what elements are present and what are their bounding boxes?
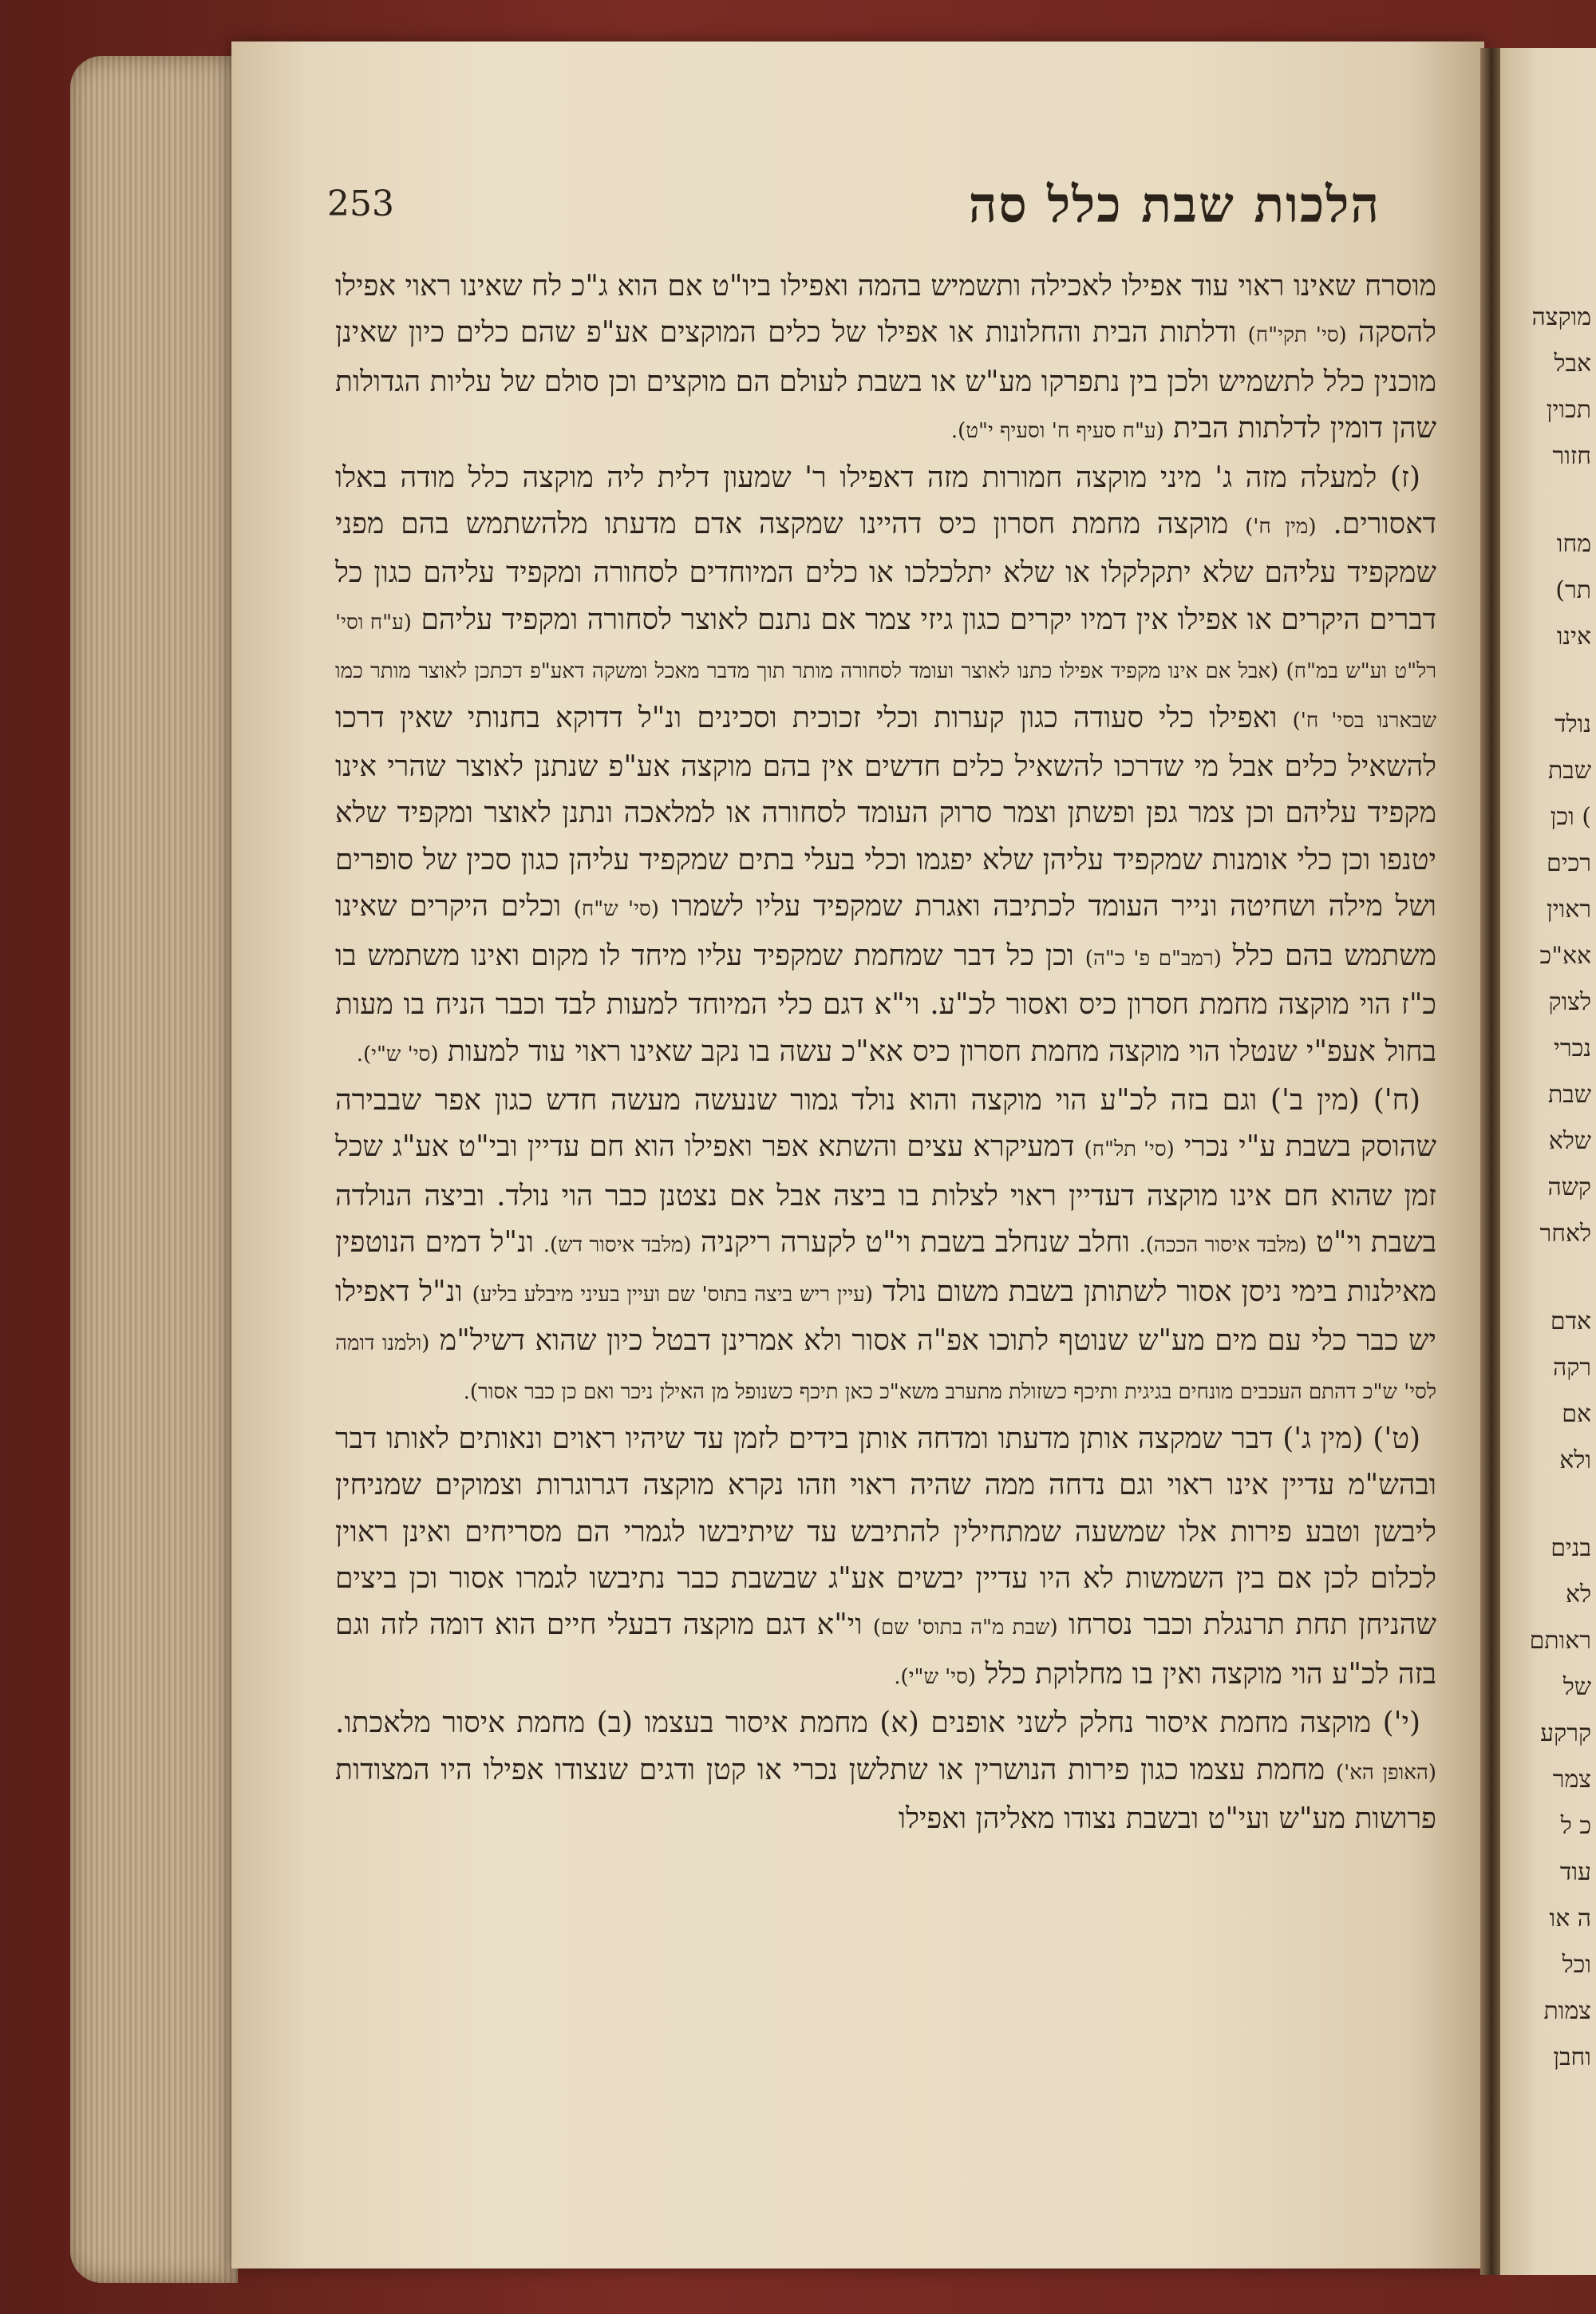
right-page-fragment: קשה: [1547, 1173, 1591, 1201]
right-page-fragment: אבל: [1554, 350, 1591, 378]
right-page-fragment: נולד: [1555, 710, 1591, 738]
right-page-fragment: תר): [1555, 576, 1591, 604]
right-page-fragment: ולא: [1559, 1446, 1591, 1474]
paragraph-5: (י') מוקצה מחמת איסור נחלק לשני אופנים (א) מחמת איסור בעצמו (ב) מחמת איסור מלאכתו. (האופן הא') מחמת עצמו כגון פירות הנושרין או שתלשן נכרי או קטן ודגים שנצודו אפילו היו המצודות פרושות מע"ש ועי"ט ובשבת נצודו מאליהן ואפילו: [335, 1707, 1436, 1835]
right-page-fragment: קרקע: [1540, 1719, 1591, 1747]
right-page-fragment: נכרי: [1553, 1034, 1591, 1062]
right-page-fragment: לצוק: [1548, 988, 1591, 1016]
paragraph-4: (ט') (מין ג') דבר שמקצה אותן מדעתו ומדחה אותן בידים לזמן עד שיהיו ראוים ונאותים לאותו דבר ובהש"מ עדיין אינו ראוי וגם נדחה ממה שהיה ראוי וזהו נקרא מוקצה דגרוגרות וצמוקים שמניחין ליבשן וטבע פירות אלו שמשעה שמתחילין להתיבש עד שיתיבשו לגמרי הם מסריחים ואינן ראוין לכלום לכן אם בין השמשות לא היו עדיין יבשים אע"ג שבשבת כבר נתיבשו לגמרו אסור וכן ביצים שהניחן תחת תרנגלת וכבר נסרחו (שבת מ"ה בתוס' שם) וי"א דגם מוקצה דבעלי חיים הוא דומה לזה וגם בזה לכ"ע הוי מוקצה ואין בו מחלוקת כלל (סי' ש"י).: [335, 1422, 1436, 1691]
right-page-fragment: ה או: [1549, 1905, 1591, 1932]
right-page-fragment: חזור: [1552, 442, 1591, 470]
right-page-fragment: תכוין: [1546, 396, 1591, 424]
paragraph-3: (ח') (מין ב') וגם בזה לכ"ע הוי מוקצה והוא נולד גמור שנעשה מעשה חדש כגון אפר שבבירה שהוסק בשבת ע"י נכרי (סי' תל"ח) דמעיקרא עצים והשתא אפר ואפילו הוא חם עדיין ובי"ט אע"ג שכל זמן שהוא חם אינו מוקצה דעדיין ראוי לצלות בו ביצה אבל אם נצטנן כבר הוי נולד. וביצה הנולדה בשבת וי"ט (מלבד איסור הככה). וחלב שנחלב בשבת וי"ט לקערה ריקניה (מלבד איסור דש). ונ"ל דמים הנוטפין מאילנות בימי ניסן אסור לשתותן בשבת משום נולד (עיין ריש ביצה בתוס' שם ועיין בעיני מיבלע בליע) ונ"ל דאפילו יש כבר כלי עם מים מע"ש שנוטף לתוכו אפ"ה אסור ולא אמרינן דבטל כיון שהוא דשיל"מ (ולמנו דומה לסי' ש"כ דהתם העכבים מונחים בגיגית ותיכף כשזולת מתערב משא"כ כאן תיכף כשנופל מן האילן ניכר ואם כן כבר אסור).: [335, 1083, 1437, 1405]
right-page-fragment: שלא: [1548, 1127, 1591, 1155]
right-page-fragment: צמר: [1552, 1766, 1591, 1794]
right-page-fragment: מחו: [1556, 530, 1591, 558]
page-header: [327, 176, 1428, 247]
page-number: 253: [327, 184, 394, 224]
right-page-fragment: אינו: [1556, 623, 1591, 651]
right-page-fragment: כ ל: [1560, 1812, 1591, 1840]
right-page-fragment: וכל: [1562, 1951, 1591, 1979]
right-page-fragment: שבת: [1548, 757, 1591, 785]
right-page-fragment: שבת: [1548, 1081, 1591, 1109]
right-page-fragment: צמות: [1543, 1997, 1591, 2025]
right-page-fragment: בנים: [1551, 1534, 1591, 1562]
page-edges: [70, 56, 238, 2283]
running-title: הלכות שבת כלל סה: [968, 176, 1381, 234]
right-page-fragment: ראותם: [1529, 1627, 1591, 1655]
right-page-fragment: עוד: [1559, 1858, 1591, 1886]
book-gutter: [1480, 48, 1503, 2275]
right-page-fragment: אדם: [1550, 1307, 1591, 1335]
right-page-fragment: לא: [1565, 1580, 1591, 1608]
right-page-fragment: מוקצה: [1531, 303, 1591, 331]
right-page-fragment: אא"כ: [1539, 942, 1591, 970]
main-text: [335, 263, 1436, 2275]
right-page-fragment: רכים: [1547, 849, 1591, 877]
right-page-fragment: אם: [1562, 1400, 1591, 1428]
right-page-fragment: רקה: [1552, 1354, 1591, 1382]
paragraph-2: (ז) למעלה מזה ג' מיני מוקצה חמורות מזה דאפילו ר' שמעון דלית ליה מוקצה כלל מודה באלו דאסורים. (מין ח') מוקצה מחמת חסרון כיס דהיינו שמקצה אדם מדעתו מלהשתמש בהם מפני שמקפיד עליהם שלא יתקלקלו או שלא יתלכלכו או כלים המיוחדים לסחורה ומקפיד עליהם כגון כל דברים היקרים או אפילו אין דמיו יקרים כגון גיזי צמר אם נתנם לאוצר לסחורה ומקפיד עליהם (ע"ח וסי' רל"ט וע"ש במ"ח) (אבל אם אינו מקפיד אפילו כתנו לאוצר ועומד לסחורה מותר תוך מדבר מאכל ומשקה דאע"פ דכתכן לאוצר מותר כמו שבארנו בסי' ח') ואפילו כלי סעודה כגון קערות וכלי זכוכית וסכינים ונ"ל דדוקא בחנותי שאין דרכו להשאיל כלים אבל מי שדרכו להשאיל כלים חדשים אין בהם מוקצה אע"פ שנתנן לאוצר שהרי אינו מקפיד עליהם וכן צמר גפן ופשתן וצמר סרוק העומד לסחורה או למלאכה ונתנן לאוצר ומקפיד שלא יטנפו וכן כלי אומנות שמקפיד עליהן שלא יפגמו וכלי בעלי בתים שמקפיד עליהן כגון סכין של סופרים ושל מילה ושחיטה ונייר העומד לכתיבה ואגרת שמקפיד עליו לשמרו (סי' ש"ח) וכלים היקרים שאינו משתמש בהם כלל (רמב"ם פ' כ"ה) וכן כל דבר שמחמת שמקפיד עליו מיחד לו מקום ואינו משתמש בו כ"ז הוי מוקצה מחמת חסרון כיס ואסור לכ"ע. וי"א דגם כלי המיוחד למעות לבד וכבר הניח בו מעות בחול אעפ"י שנטלו הוי מוקצה מחמת חסרון כיס אא"כ עשה בו נקב שאינו ראוי עוד למעות (סי' ש"י).: [335, 461, 1437, 1068]
paragraph-1: מוסרח שאינו ראוי עוד אפילו לאכילה ותשמיש בהמה ואפילו ביו"ט אם הוא ג"כ לח שאינו ראוי אפילו להסקה (סי' תקי"ח) ודלתות הבית והחלונות או אפילו של כלים המוקצים אע"פ שהם כלים כיון שאינן מוכנין כלל לתשמיש ולכן בין נתפרקו מע"ש או בשבת לעולם הם מוקצים וכן סולם של עליות הגדולות שהן דומין לדלתות הבית (ע"ח סעיף ח' וסעיף י"ט).: [335, 270, 1436, 445]
right-page-fragment: של: [1562, 1673, 1591, 1701]
right-page: [1500, 48, 1596, 2275]
right-page-fragment: וחבן: [1553, 2043, 1591, 2071]
right-page-fragment: ראוין: [1547, 896, 1591, 924]
right-page-fragment: לאחר: [1539, 1220, 1591, 1248]
right-page-fragment: ) וכן: [1550, 803, 1591, 831]
